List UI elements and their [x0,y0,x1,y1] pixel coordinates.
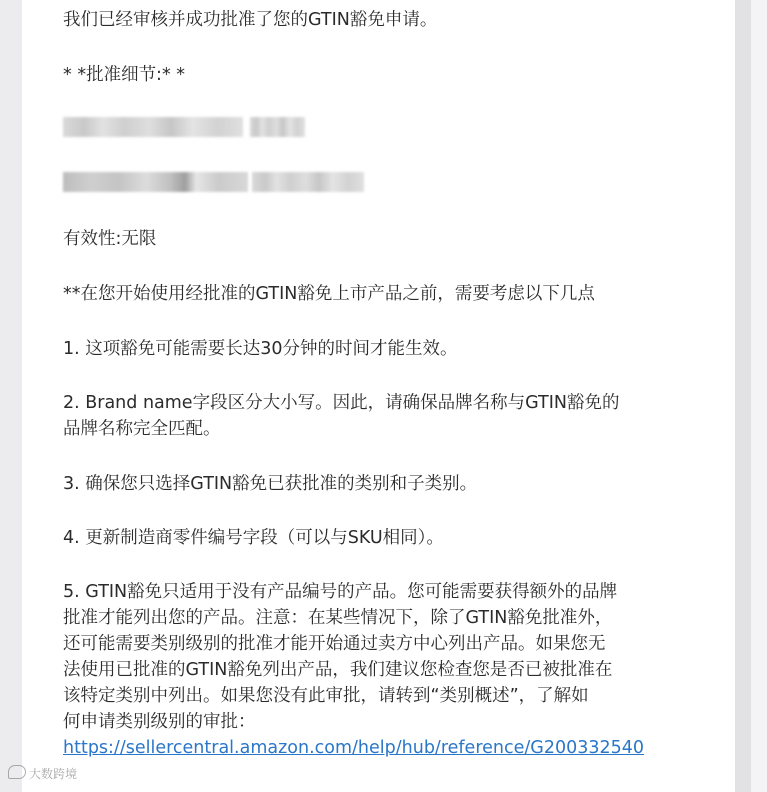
redacted-detail-1 [63,117,243,137]
considerations-heading: **在您开始使用经批准的GTIN豁免上市产品之前，需要考虑以下几点 [63,284,595,304]
point-1-line: 1. 这项豁免可能需要长达30分钟的时间才能生效。 [63,339,458,359]
point-5-line: 批准才能列出您的产品。注意：在某些情况下，除了GTIN豁免批准外， [63,608,613,628]
left-margin [0,0,22,792]
help-link-line [63,735,703,761]
right-margin [751,0,767,792]
validity-text: 有效性:无限 [63,229,157,249]
redacted-detail-1b [250,117,305,137]
point-3 [63,471,703,497]
point-4-line: 4. 更新制造商零件编号字段（可以与SKU相同）。 [63,528,444,548]
point-2-line: 品牌名称完全匹配。 [63,419,221,439]
point-5-line: 该特定类别中列出。如果您没有此审批，请转到“类别概述”，了解如 [63,686,589,706]
intro-text: 我们已经审核并成功批准了您的GTIN豁免申请。 [63,10,438,30]
point-2 [63,390,703,442]
watermark-text: 大数跨境 [29,767,78,781]
scrollbar-track[interactable] [735,0,751,792]
point-5-line: 5. GTIN豁免只适用于没有产品编号的产品。您可能需要获得额外的品牌 [63,582,618,602]
point-2-line: 2. Brand name字段区分大小写。因此，请确保品牌名称与GTIN豁免的 [63,393,620,413]
help-link[interactable]: https://sellercentral.amazon.com/help/hub/reference/G200332540 [63,738,645,758]
details-heading: * *批准细节:* * [63,65,186,85]
redacted-detail-2b [252,172,364,192]
point-5-line: 法使用已批准的GTIN豁免列出产品，我们建议您检查您是否已被批准在 [63,660,613,680]
chat-bubble-icon [8,765,26,779]
point-5-line: 何申请类别级别的审批： [63,712,256,732]
point-5-line: 还可能需要类别级别的批准才能开始通过卖方中心列出产品。如果您无 [63,634,606,654]
point-5 [63,579,703,761]
point-3-line: 3. 确保您只选择GTIN豁免已获批准的类别和子类别。 [63,474,478,494]
point-4 [63,525,703,551]
watermark [8,765,77,782]
redacted-detail-2 [63,172,248,192]
point-1 [63,336,703,362]
